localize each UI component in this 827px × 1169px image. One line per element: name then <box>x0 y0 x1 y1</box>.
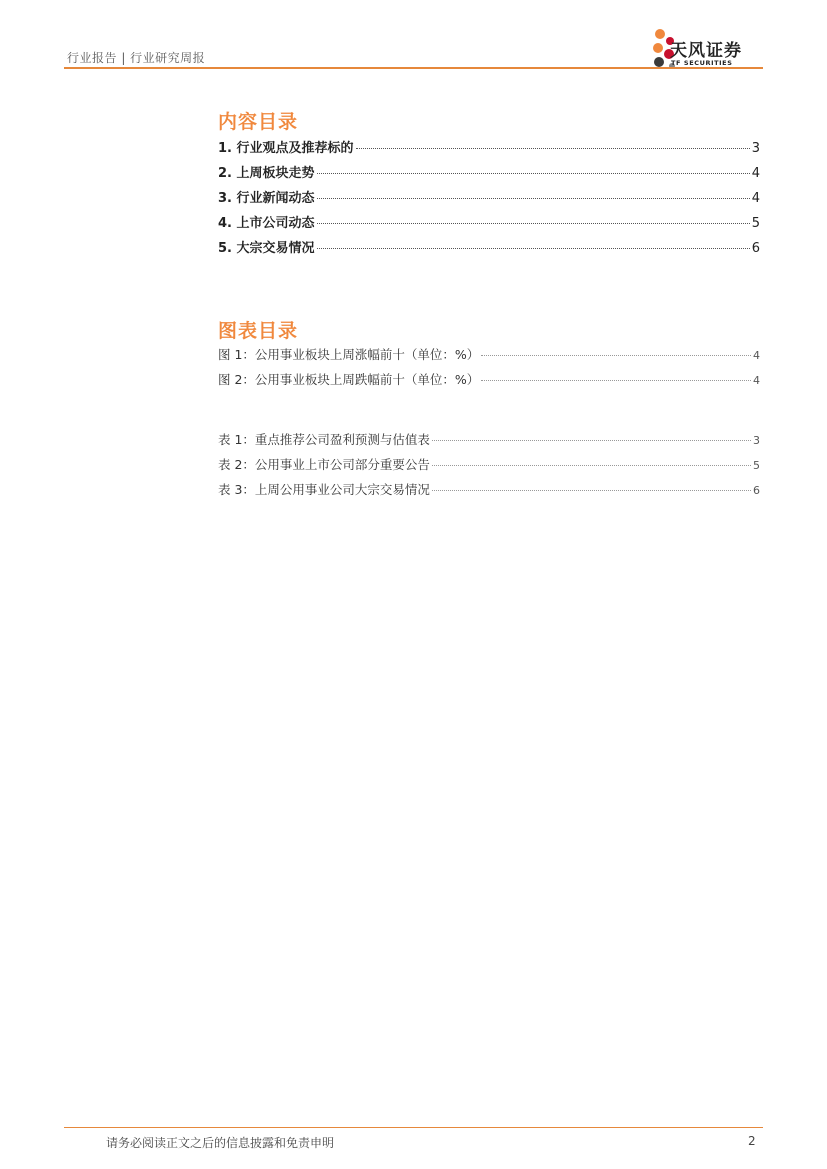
toc-entry-page: 6 <box>751 241 760 256</box>
toc-entry-label: 3. 行业新闻动态 <box>218 191 315 206</box>
dot-leader <box>317 223 750 224</box>
toc-entry-label: 5. 大宗交易情况 <box>218 241 315 256</box>
dot-leader <box>432 490 751 491</box>
toc-entry-label: 4. 上市公司动态 <box>218 216 315 231</box>
table-entry-page: 5 <box>753 459 760 472</box>
table-entry-label: 表 1：重点推荐公司盈利预测与估值表 <box>218 432 430 447</box>
figure-entry[interactable] <box>218 370 760 395</box>
toc-entry[interactable] <box>218 137 760 162</box>
contents-title: 内容目录 <box>218 111 299 133</box>
dot-leader <box>481 355 751 356</box>
table-entry-label: 表 3：上周公用事业公司大宗交易情况 <box>218 482 430 497</box>
toc-entry-page: 3 <box>751 141 760 156</box>
toc-entry[interactable] <box>218 212 760 237</box>
toc-entry-page: 5 <box>751 216 760 231</box>
figure-entry-label: 图 1：公用事业板块上周涨幅前十（单位：%） <box>218 347 480 362</box>
toc-entry[interactable] <box>218 237 760 262</box>
table-entry[interactable] <box>218 480 760 505</box>
dot-leader <box>432 440 751 441</box>
logo-chinese-name: 天风证券 <box>670 41 742 61</box>
footer-disclaimer: 请务必阅读正文之后的信息披露和免责申明 <box>106 1136 335 1150</box>
dot-leader <box>432 465 751 466</box>
table-entry[interactable] <box>218 430 760 455</box>
contents-list <box>218 137 760 262</box>
dot-leader <box>317 173 750 174</box>
figures-list <box>218 345 760 395</box>
toc-entry-label: 2. 上周板块走势 <box>218 166 315 181</box>
figure-entry-label: 图 2：公用事业板块上周跌幅前十（单位：%） <box>218 372 480 387</box>
table-entry-page: 6 <box>753 484 760 497</box>
dot-leader <box>317 248 750 249</box>
toc-entry[interactable] <box>218 187 760 212</box>
tables-list <box>218 430 760 505</box>
dot-leader <box>317 198 750 199</box>
logo-english-name: TF SECURITIES <box>671 59 733 67</box>
toc-entry[interactable] <box>218 162 760 187</box>
figure-entry[interactable] <box>218 345 760 370</box>
figures-title: 图表目录 <box>218 320 299 342</box>
dot-leader <box>356 148 750 149</box>
table-entry-label: 表 2：公用事业上市公司部分重要公告 <box>218 457 430 472</box>
header-breadcrumb: 行业报告 | 行业研究周报 <box>67 51 206 65</box>
toc-entry-label: 1. 行业观点及推荐标的 <box>218 141 354 156</box>
toc-entry-page: 4 <box>751 191 760 206</box>
table-entry[interactable] <box>218 455 760 480</box>
figure-entry-page: 4 <box>753 374 760 387</box>
table-entry-page: 3 <box>753 434 760 447</box>
header-divider <box>64 67 763 69</box>
footer-divider <box>64 1127 763 1128</box>
dot-leader <box>481 380 751 381</box>
figure-entry-page: 4 <box>753 349 760 362</box>
footer-page-number: 2 <box>748 1134 756 1148</box>
toc-entry-page: 4 <box>751 166 760 181</box>
